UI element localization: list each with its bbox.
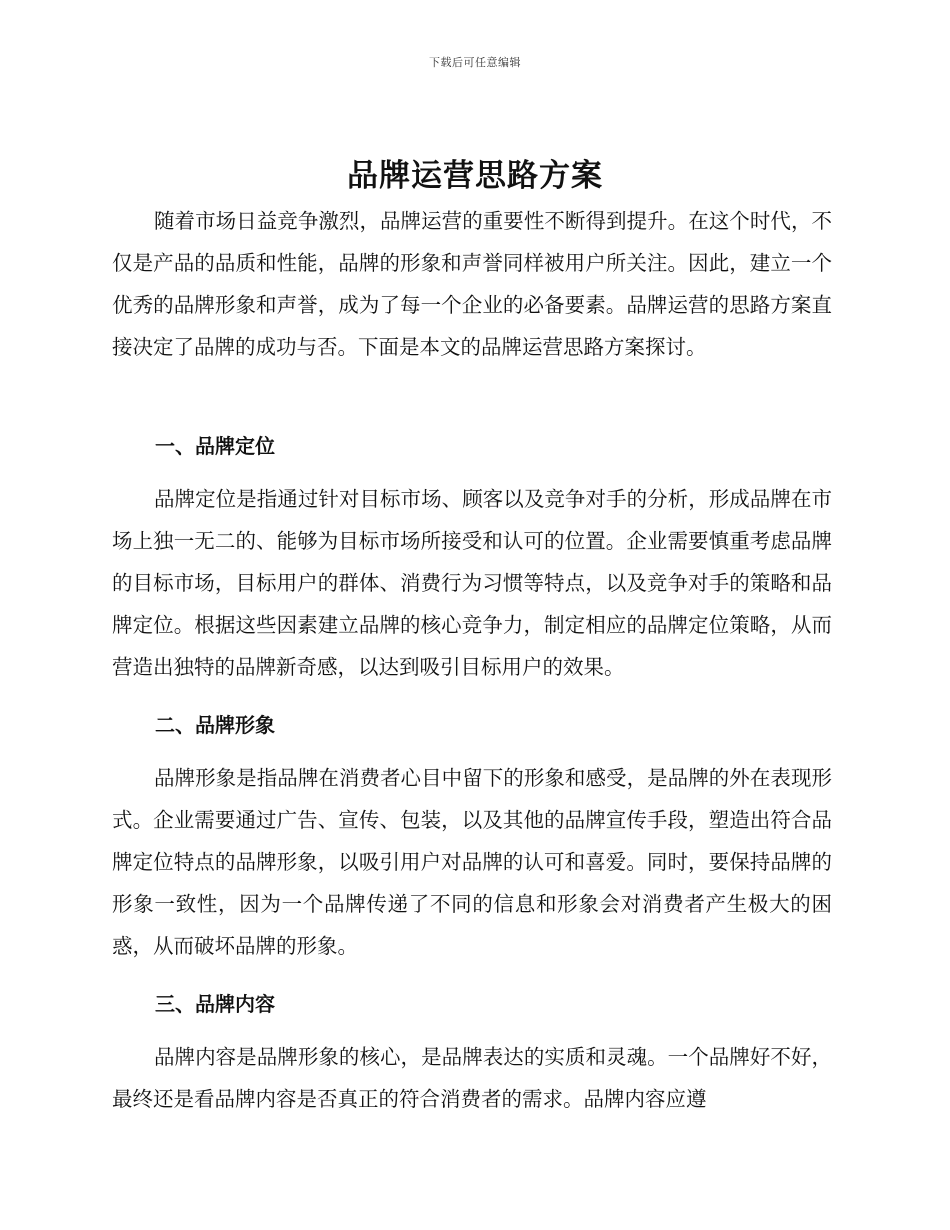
section-paragraph: 品牌定位是指通过针对目标市场、顾客以及竞争对手的分析，形成品牌在市场上独一无二的、能够为目标市场所接受和认可的位置。企业需要慎重考虑品牌的目标市场，目标用户的群体、消费行为习惯等特点，以及竞争对手的策略和品牌定位。根据这些因素建立品牌的核心竞争力，制定相应的品牌定位策略，从而营造出独特的品牌新奇感，以达到吸引目标用户的效果。: [112, 487, 832, 679]
section-heading-content: 三、品牌内容: [155, 992, 275, 1016]
section-body-image: [112, 757, 832, 967]
section-body-content: [112, 1036, 832, 1120]
intro-block: [112, 200, 832, 368]
intro-paragraph: 随着市场日益竞争激烈，品牌运营的重要性不断得到提升。在这个时代，不仅是产品的品质和性能，品牌的形象和声誉同样被用户所关注。因此，建立一个优秀的品牌形象和声誉，成为了每一个企业的必备要素。品牌运营的思路方案直接决定了品牌的成功与否。下面是本文的品牌运营思路方案探讨。: [112, 209, 832, 359]
section-paragraph: 品牌形象是指品牌在消费者心目中留下的形象和感受，是品牌的外在表现形式。企业需要通过广告、宣传、包装，以及其他的品牌宣传手段，塑造出符合品牌定位特点的品牌形象，以吸引用户对品牌的认可和喜爱。同时，要保持品牌的形象一致性，因为一个品牌传递了不同的信息和形象会对消费者产生极大的困惑，从而破坏品牌的形象。: [112, 766, 832, 958]
section-heading-positioning: 一、品牌定位: [155, 434, 275, 458]
section-paragraph: 品牌内容是品牌形象的核心，是品牌表达的实质和灵魂。一个品牌好不好，最终还是看品牌内容是否真正的符合消费者的需求。品牌内容应遵: [112, 1045, 832, 1111]
document-title: 品牌运营思路方案: [347, 158, 603, 194]
section-body-positioning: [112, 478, 832, 688]
section-heading-image: 二、品牌形象: [155, 713, 275, 737]
header-note: 下载后可任意编辑: [429, 56, 521, 69]
